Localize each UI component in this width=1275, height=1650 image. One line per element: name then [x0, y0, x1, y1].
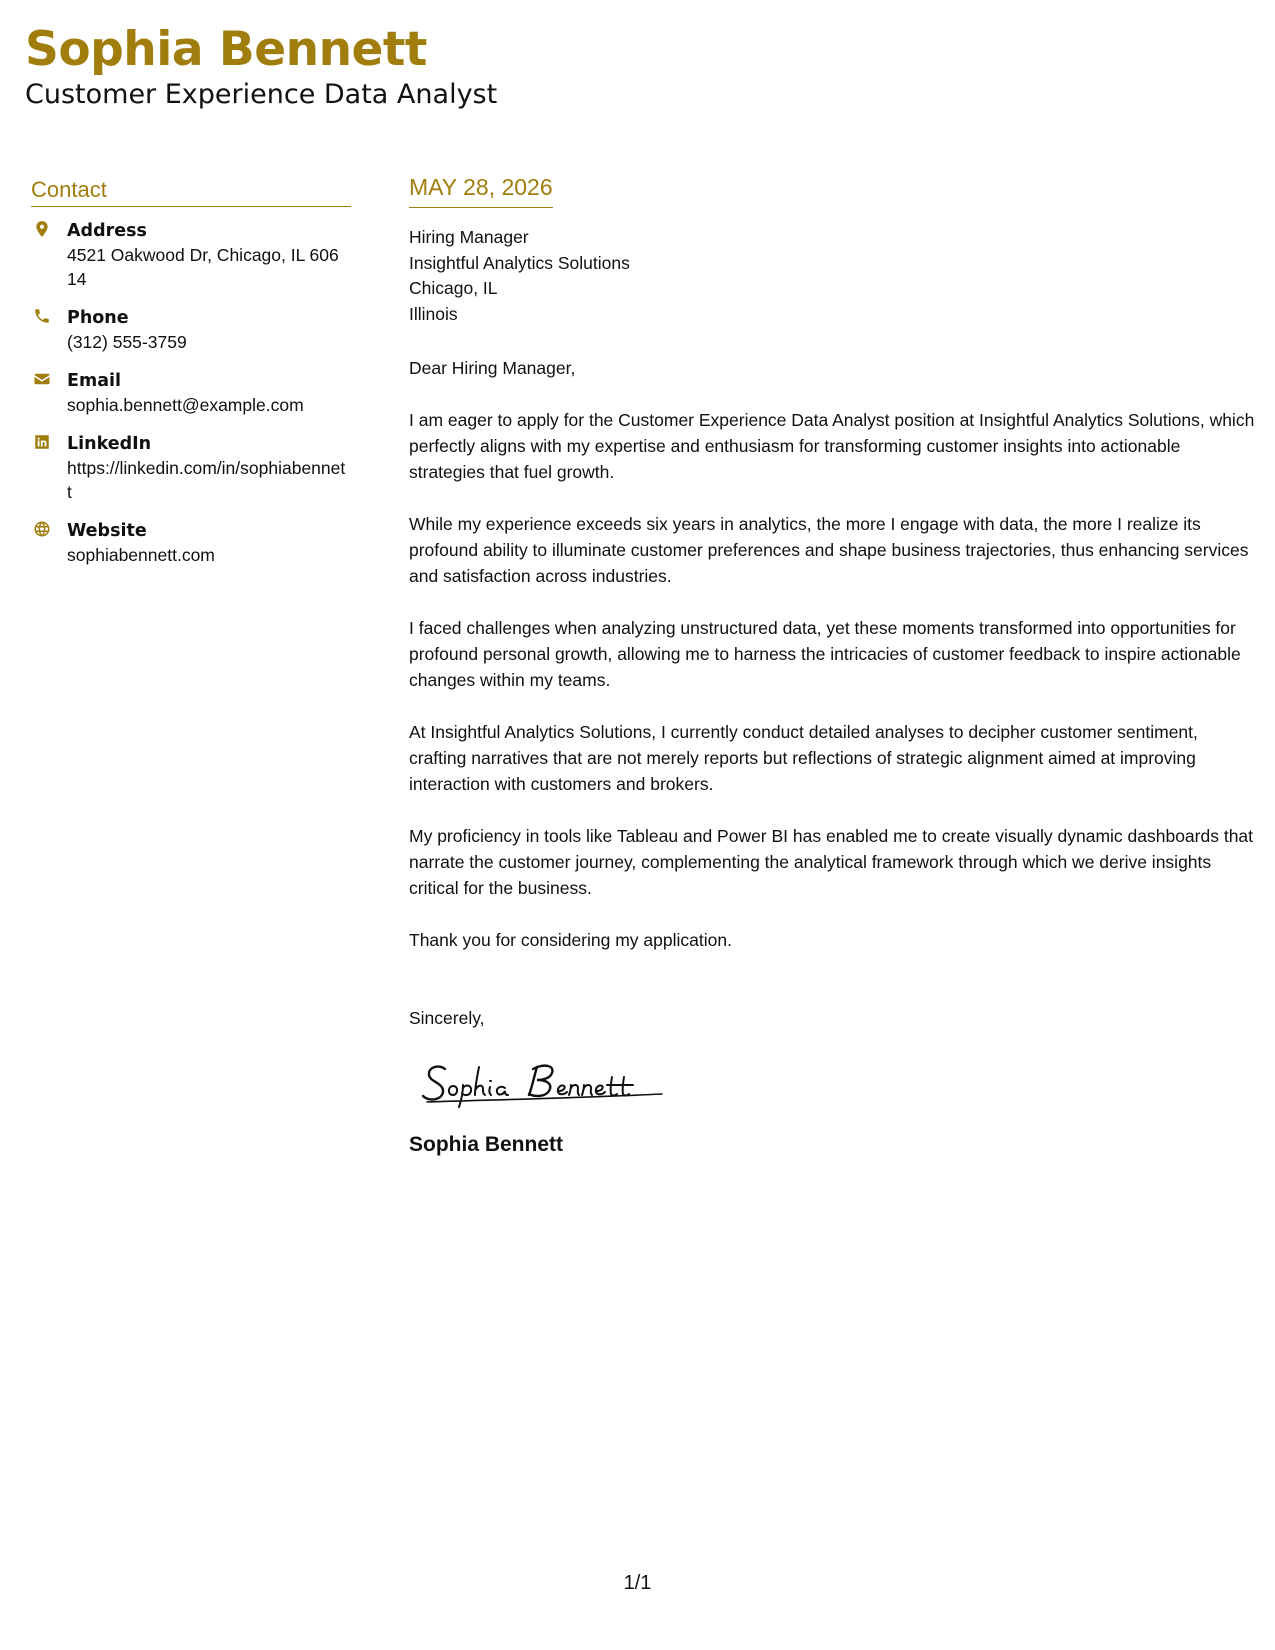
contact-value-phone: (312) 555-3759	[67, 332, 187, 352]
letter-date: MAY 28, 2026	[409, 172, 553, 208]
letter-paragraph: While my experience exceeds six years in analytics, the more I engage with data, the more I realize its profound ability to illuminate customer preferences and shape business trajectories, thus enhancing services and satisfaction across industries.	[409, 514, 1249, 586]
letter-paragraph: Thank you for considering my application.	[409, 930, 732, 950]
contact-item-website	[31, 519, 351, 567]
contact-value-linkedin: https://linkedin.com/in/sophiabennett	[67, 458, 346, 502]
letter-paragraph: At Insightful Analytics Solutions, I currently conduct detailed analyses to decipher customer sentiment, crafting narratives that are not merely reports but reflections of strategic alignment aimed at improving interaction with customers and brokers.	[409, 722, 1198, 794]
recipient-block	[409, 225, 1259, 327]
contact-label-website: Website	[67, 521, 147, 541]
contact-label-phone: Phone	[67, 308, 129, 328]
letter-paragraph: I am eager to apply for the Customer Experience Data Analyst position at Insightful Analytics Solutions, which perfectly aligns with my expertise and enthusiasm for transforming customer insights into actionable strategies that fuel growth.	[409, 410, 1255, 482]
applicant-name: Sophia Bennett	[25, 22, 427, 77]
recipient-line: Insightful Analytics Solutions	[409, 252, 630, 273]
contact-item-phone	[31, 306, 351, 354]
letter-body	[409, 172, 1259, 1159]
header	[25, 22, 497, 112]
contact-value-address: 4521 Oakwood Dr, Chicago, IL 60614	[67, 245, 339, 289]
map-pin-icon	[31, 220, 53, 242]
contact-item-address	[31, 219, 351, 291]
contact-list	[31, 219, 351, 567]
page-number: 1/1	[623, 1572, 652, 1594]
recipient-line: Chicago, IL	[409, 278, 498, 298]
letter-paragraph: My proficiency in tools like Tableau and Power BI has enabled me to create visually dynamic dashboards that narrate the customer journey, complementing the analytical framework through which we derive insights critical for the business.	[409, 826, 1254, 898]
signer-name: Sophia Bennett	[409, 1133, 564, 1156]
recipient-line: Illinois	[409, 303, 458, 324]
salutation: Dear Hiring Manager,	[409, 358, 576, 378]
recipient-line: Hiring Manager	[409, 227, 529, 247]
globe-icon	[31, 520, 53, 542]
contact-label-linkedin: LinkedIn	[67, 434, 152, 454]
job-title: Customer Experience Data Analyst	[25, 79, 498, 110]
envelope-icon	[31, 370, 53, 392]
contact-item-email	[31, 369, 351, 417]
contact-value-email: sophia.bennett@example.com	[67, 395, 304, 415]
phone-icon	[31, 307, 53, 329]
contact-section-title: Contact	[31, 176, 351, 207]
contact-label-email: Email	[67, 371, 121, 391]
handwritten-signature	[419, 1055, 679, 1111]
letter-paragraph: I faced challenges when analyzing unstructured data, yet these moments transformed into opportunities for profound personal growth, allowing me to harness the intricacies of customer feedback to inspire actionable changes within my teams.	[409, 618, 1241, 690]
contact-label-address: Address	[67, 221, 147, 241]
linkedin-icon	[31, 433, 53, 455]
contact-sidebar	[31, 176, 351, 582]
contact-item-linkedin	[31, 432, 351, 504]
closing: Sincerely,	[409, 1008, 485, 1028]
contact-value-website: sophiabennett.com	[67, 545, 215, 565]
